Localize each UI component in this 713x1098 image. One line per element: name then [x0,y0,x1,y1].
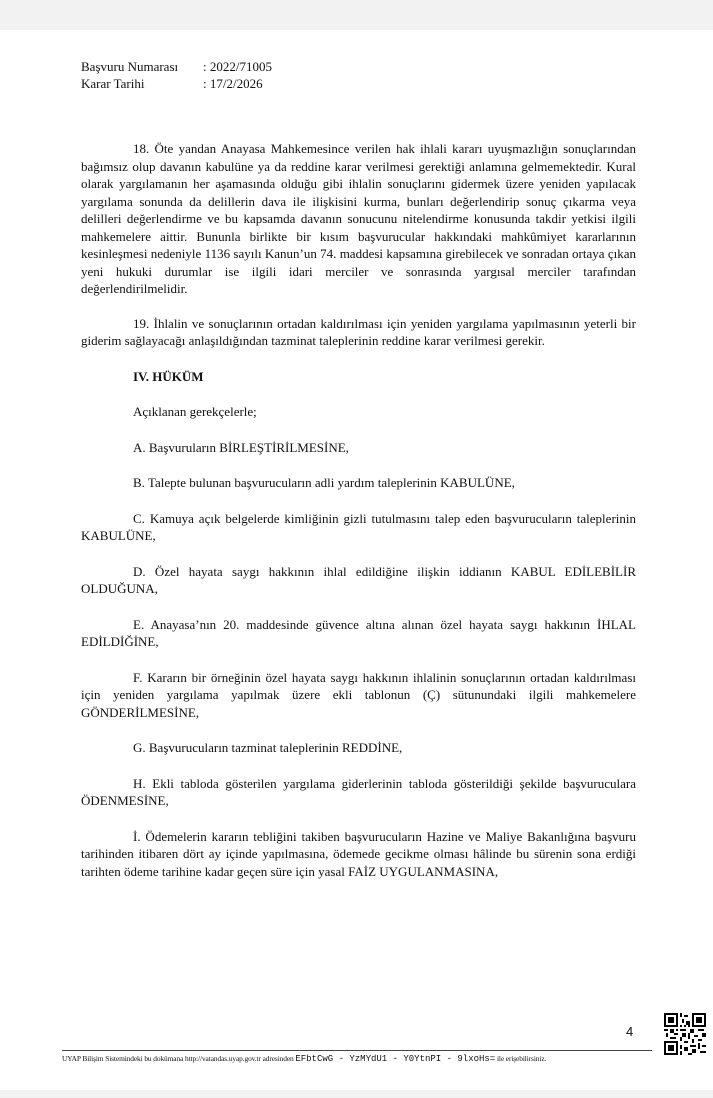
judgment-item-c: C. Kamuya açık belgelerde kimliğinin gizli tutulmasını talep eden başvurucuların taleplerinin KABULÜNE, [81,510,636,543]
page-number: 4 [626,1024,634,1039]
judgment-intro: Açıklanan gerekçelerle; [133,404,257,419]
top-strip [0,0,713,30]
footer-prefix: UYAP Bilişim Sistemindeki bu dokümana http://vatandas.uyap.gov.tr adresinden [62,1054,294,1063]
judgment-item-h: H. Ekli tabloda gösterilen yargılama giderlerinin tabloda gösterildiği şekilde başvuruculara ÖDENMESİNE, [81,775,636,808]
document-header [81,58,272,92]
application-number-row [81,58,272,75]
application-number-value: : 2022/71005 [203,59,272,74]
document-page [0,30,713,1090]
judgment-item-i: İ. Ödemelerin kararın tebliğini takiben başvurucuların Hazine ve Maliye Bakanlığına başvuru tarihinden itibaren dört ay içinde yapılmasına, ödemede gecikme olması hâlinde bu sürenin sona erdiği tarihten ödeme tarihine kadar geçen süre için yasal FAİZ UYGULANMASINA, [81,828,636,879]
judgment-item-b: B. Talepte bulunan başvurucuların adli yardım taleplerinin KABULÜNE, [133,475,515,490]
document-body [81,140,636,880]
judgment-item-g: G. Başvurucuların tazminat taleplerinin REDDİNE, [133,740,403,755]
application-number-label: Başvuru Numarası [81,59,179,74]
decision-date-value: : 17/2/2026 [203,76,263,91]
paragraph-19: 19. İhlalin ve sonuçlarının ortadan kaldırılması için yeniden yargılama yapılmasının yeterli bir giderim sağlayacağı anlaşıldığından tazminat taleplerinin reddine karar verilmesi gerekir. [81,315,636,348]
judgment-item-f: F. Kararın bir örneğinin özel hayata saygı hakkının ihlalinin sonuçlarının ortadan kaldırılması için yeniden yargılama yapılmak üzere ekli tablonun (Ç) sütunundaki ilgili mahkemelere GÖNDERİLMESİNE, [81,669,636,720]
judgment-item-e: E. Anayasa’nın 20. maddesinde güvence altına alınan özel hayata saygı hakkının İHLAL EDİLDİĞİNE, [81,616,636,649]
section-heading: IV. HÜKÜM [133,368,204,384]
paragraph-18: 18. Öte yandan Anayasa Mahkemesince verilen hak ihlali kararı uyuşmazlığın sonuçlarından bağımsız olup davanın kabulüne ya da reddine karar verilmesi gerektiği anlamına gelmemektedir. Kural olarak yargılamanın her aşamasında olduğu gibi ihlalin sonuçlarını gidermek üzere yeniden yapılacak yargılama sonunda da delillerin dava ile ilişkisini kurma, bunları değerlendirip sonuç çıkarma veya delilleri değerlendirme ve bu kapsamda davanın sonucunu nitelendirme konusunda takdir yetkisi ilgili mahkemelere aittir. Bununla birlikte bir kısım başvurucular hakkındaki mahkûmiyet kararlarının kesinleşmesi nedeniyle 1136 sayılı Kanun’un 74. maddesi kapsamına girebilecek ve sonradan ortaya çıkan yeni hukuki durumlar ise ilgili idari merciler ve sonrasında yargısal merciler tarafından değerlendirilmelidir. [81,141,636,296]
footer-divider [62,1050,652,1051]
judgment-item-d: D. Özel hayata saygı hakkının ihlal edildiğine ilişkin iddianın KABUL EDİLEBİLİR OLDUĞUNA, [81,563,636,596]
decision-date-row [81,75,272,92]
verification-code: EFbtCwG - YzMYdU1 - Y0YtnPI - 9lxoHs= [295,1054,496,1064]
judgment-item-a: A. Başvuruların BİRLEŞTİRİLMESİNE, [133,439,349,455]
qr-code-icon [664,1013,706,1055]
footer-verification [62,1054,662,1064]
footer-suffix: ile erişebilirsiniz. [496,1054,547,1063]
decision-date-label: Karar Tarihi [81,76,145,91]
